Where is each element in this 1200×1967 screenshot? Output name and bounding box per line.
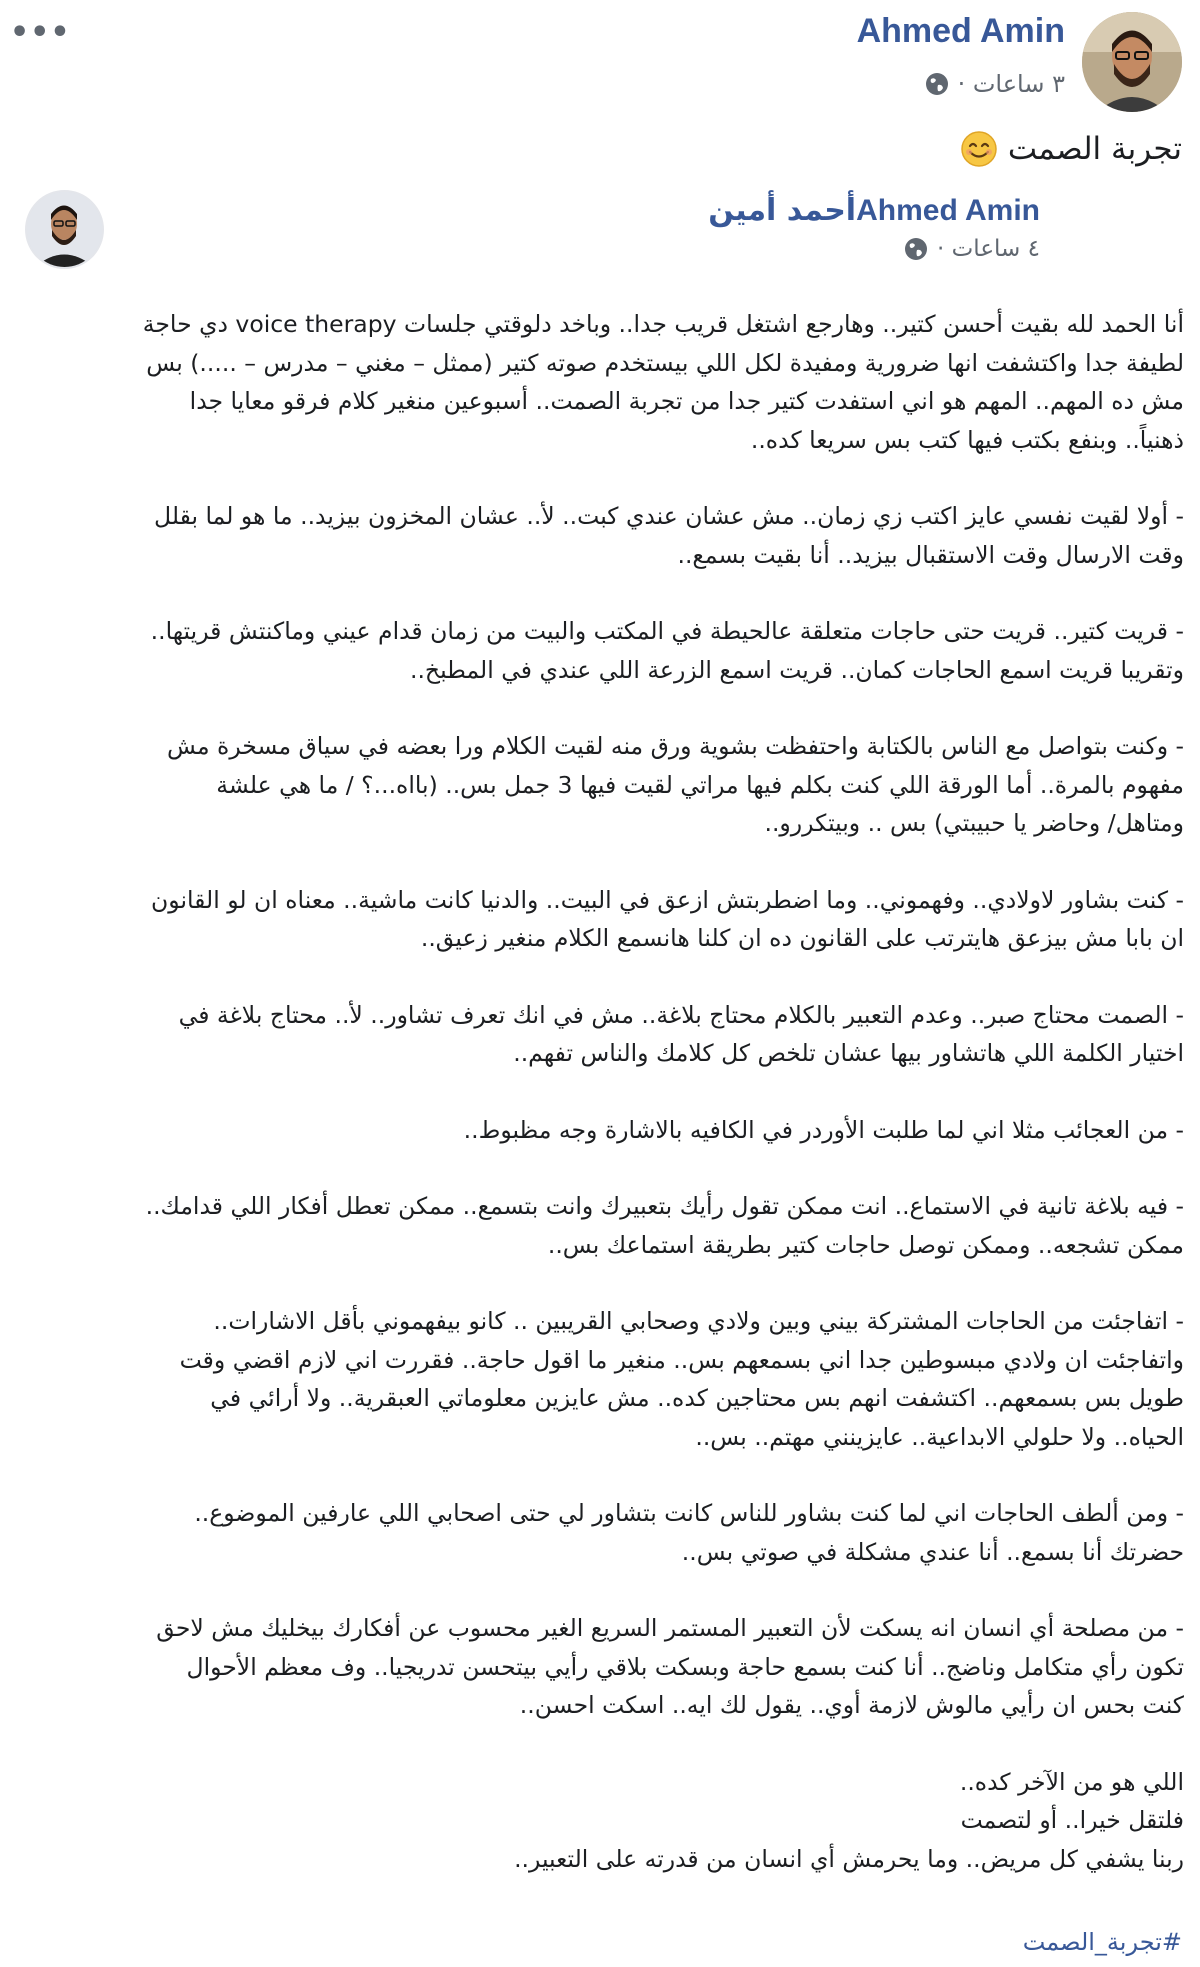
shared-author-name-english: Ahmed Amin [856,194,1040,227]
post-paragraph: - من العجائب مثلا اني لما طلبت الأوردر في الكافيه بالاشارة وجه مظبوط.. [463,1115,1184,1144]
post-timestamp[interactable]: ٣ ساعات · [957,70,1065,98]
post-paragraph: - قريت كتير.. قريت حتى حاجات متعلقة عالحيطة في المكتب والبيت من زمان قدام عيني وماكنتش قريتها.. وتقريبا قريت اسمع الحاجات كمان.. قريت اسمع الزرعة اللي عندي في المطبخ.. [150,617,1184,684]
shared-post-timestamp[interactable]: ٤ ساعات · [937,236,1040,262]
post-options-button[interactable]: ••• [10,15,71,50]
post-paragraph: - فيه بلاغة تانية في الاستماع.. انت ممكن تقول رأيك بتعبيرك وانت بتسمع.. ممكن تعطل أفكار اللي قدامك.. ممكن تشجعه.. وممكن توصل حاجات كتير بطريقة استماعك بس.. [145,1192,1184,1259]
shared-author-avatar[interactable] [25,190,104,269]
post-paragraph: - ومن ألطف الحاجات اني لما كنت بشاور للناس كانت بتشاور لي حتى اصحابي اللي عارفين الموضوع.. حضرتك أنا بسمع.. أنا عندي مشكلة في صوتي بس.. [194,1499,1184,1566]
shared-author-name-arabic: أحمد أمين [708,193,857,228]
post-closing-paragraph: اللي هو من الآخر كده.. فلتقل خيرا.. أو لتصمت ربنا يشفي كل مريض.. وما يحرمش أي انسان من قدرته على التعبير.. [514,1767,1184,1873]
post-title-text: تجربة الصمت [1007,131,1182,167]
post-paragraph: - وكنت بتواصل مع الناس بالكتابة واحتفظت بشوية ورق منه لقيت الكلام ورا بعضه في سياق مسخرة مش مفهوم بالمرة.. أما الورقة اللي كنت بكلم فيها مراتي لقيت فيها 3 جمل بس.. (بااه...؟ / ما هي علشة ومتاهل/ وحاضر يا حبيبتي) بس .. وبيتكررو.. [167,732,1184,837]
shared-post-meta [903,236,1040,262]
avatar-photo [27,192,102,267]
smiling-face-icon [960,130,998,168]
author-avatar[interactable] [1082,12,1182,112]
globe-icon[interactable] [903,236,929,262]
post-paragraph: - من مصلحة أي انسان انه يسكت لأن التعبير المستمر السريع الغير محسوب عن أفكارك بيخليك مش لاحق تكون رأي متكامل وناضج.. أنا كنت بسمع حاجة وبسكت بلاقي رأيي بيتحسن تدريجيا.. وف معظم الأحوال كنت بحس ان رأيي مالوش لازمة أوي.. يقول لك ايه.. اسكت احسن.. [156,1614,1184,1719]
post-meta [924,70,1065,98]
post-paragraph: أنا الحمد لله بقيت أحسن كتير.. وهارجع اشتغل قريب جدا.. وباخد دلوقتي جلسات voice therapy دي حاجة لطيفة جدا واكتشفت انها ضرورية ومفيدة لكل اللي بيستخدم صوته كتير (ممثل – مغني – مدرس – .....) بس مش ده المهم.. المهم هو اني استفدت كتير جدا من تجربة الصمت.. أسبوعين منغير كلام فرقو معايا جدا ذهنياً.. وبنفع بكتب فيها كتب بس سريعا كده.. [142,310,1184,454]
post-author-name[interactable]: Ahmed Amin [856,12,1065,50]
post-paragraph: - كنت بشاور لاولادي.. وفهموني.. وما اضطربتش ازعق في البيت.. والدنيا كانت ماشية.. معناه ان لو القانون ان بابا مش بيزعق هايترتب على القانون ده ان كلنا هانسمع الكلام منغير زعيق.. [151,885,1184,952]
post-paragraph: - الصمت محتاج صبر.. وعدم التعبير بالكلام محتاج بلاغة.. مش في انك تعرف تشاور.. لأ.. محتاج بلاغة في اختيار الكلمة اللي هاتشاور بيها عشان تلخص كل كلامك والناس تفهم.. [178,1000,1184,1067]
avatar-photo [1082,12,1182,112]
post-title [960,130,1182,168]
post-paragraph: - اتفاجئت من الحاجات المشتركة بيني وبين ولادي وصحابي القريبين .. كانو بيفهموني بأقل الاشارات.. واتفاجئت ان ولادي مبسوطين جدا اني بسمعهم بس.. منغير ما اقول حاجة.. فقررت اني لازم اقضي وقت طويل بس بسمعهم.. اكتشفت انهم بس محتاجين كده.. مش عايزين معلوماتي العبقرية.. ولا أرائي في الحياه.. ولا حلولي الابداعية.. عايزينني مهتم.. بس.. [179,1307,1184,1451]
shared-author-name[interactable] [700,193,1040,228]
hashtag-link[interactable]: #تجربة_الصمت [1022,1928,1182,1956]
globe-icon[interactable] [924,71,950,97]
post-paragraph: - أولا لقيت نفسي عايز اكتب زي زمان.. مش عشان عندي كبت.. لأ.. عشان المخزون بيزيد.. ما هو لما بقلل وقت الارسال وقت الاستقبال بيزيد.. أنا بقيت بسمع.. [154,502,1184,569]
shared-post-body [140,305,1184,1878]
